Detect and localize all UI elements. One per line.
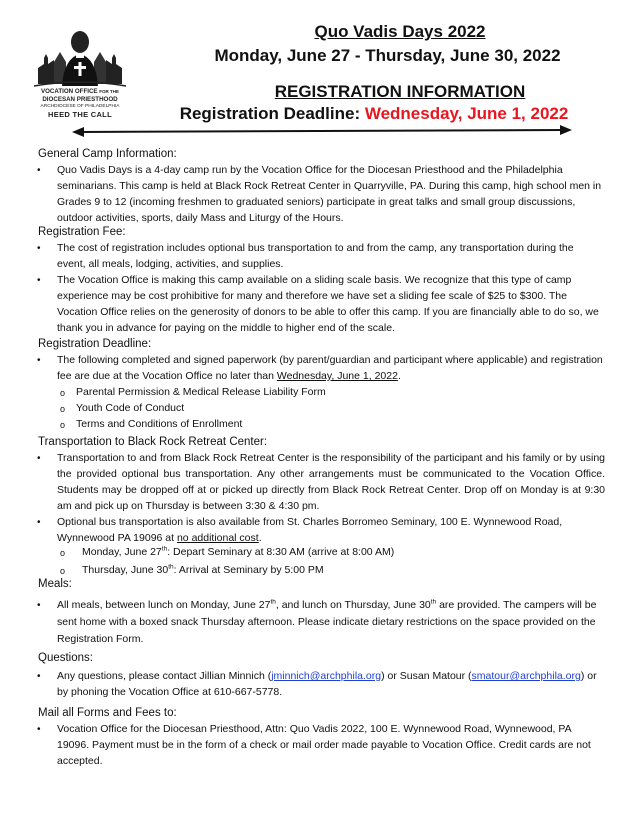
general-heading: General Camp Information:	[38, 148, 177, 160]
deadline-text-main: The following completed and signed paperwork (by parent/guardian and participant where applicable) and registration fee are due at the Vocation Office no later than	[57, 354, 603, 382]
meals-heading: Meals:	[38, 578, 72, 590]
bullet-icon: •	[37, 600, 41, 611]
transport-text-1: Transportation to and from Black Rock Retreat Center is the responsibility of the participant and his family or by using the provided optional bus transportation. Any other arrangements must be communicated to the Vocation Office. Students may be dropped off at or picked up directly from Black Rock Retreat Center. Drop off on Monday is at 9:30 am and pick up on Thursday is between 3:30 & 4:30 pm.	[57, 452, 605, 512]
deadline-text	[57, 352, 605, 384]
transport-text-2-cost: no additional cost	[176, 532, 259, 544]
meals-sup-b: th	[430, 598, 437, 606]
logo-line-1-text: VOCATION OFFICE	[40, 88, 98, 95]
logo-line-1-small: FOR THE	[99, 89, 120, 94]
deadline-heading: Registration Deadline:	[38, 338, 152, 350]
bus-thursday-date: Thursday, June 30	[82, 564, 169, 576]
questions-text-b: ) or Susan Matour (	[381, 670, 472, 682]
sub-bullet-icon: o	[60, 404, 66, 414]
transport-heading: Transportation to Black Rock Retreat Center:	[38, 436, 268, 448]
logo-tagline: HEED THE CALL	[48, 110, 112, 119]
deadline-text-date: Wednesday, June 1, 2022	[276, 370, 398, 382]
meals-text	[57, 597, 605, 648]
email-link-smatour[interactable]: smatour@archphila.org	[471, 670, 581, 682]
meals-text-a: All meals, between lunch on Monday, June 27	[57, 599, 271, 611]
registration-heading: REGISTRATION INFORMATION	[274, 82, 526, 101]
logo-line-1	[30, 88, 130, 95]
page-title: Quo Vadis Days 2022	[314, 22, 486, 41]
bullet-icon: •	[37, 453, 41, 464]
meals-sup-a: th	[270, 598, 276, 606]
fee-text-2: The Vocation Office is making this camp available on a sliding scale basis. We recognize that this type of camp experience may be cost prohibitive for many and therefore we have set a sliding fee scale of $25 to $300. The Vocation Office relies on the generosity of donors to be able to offer this camp. If you are financially able to do so, we thank you in advance for paying on the middle to higher end of the scale.	[57, 274, 599, 334]
deadline-item-1: Parental Permission & Medical Release Liability Form	[76, 386, 326, 398]
fee-text-1: The cost of registration includes optional bus transportation to and from the camp, any transportation during the event, all meals, lodging, activities, and supplies.	[57, 242, 574, 270]
transport-text-2-main: Optional bus transportation is also available from St. Charles Borromeo Seminary, 100 E. Wynnewood Road, Wynnewood PA 19096 at	[57, 516, 563, 544]
bullet-icon: •	[37, 517, 41, 528]
email-link-jminnich[interactable]: jminnich@archphila.org	[271, 670, 382, 682]
bullet-icon: •	[37, 275, 41, 286]
bus-thursday	[82, 562, 324, 578]
bus-thursday-detail: : Arrival at Seminary by 5:00 PM	[173, 564, 324, 576]
fee-heading: Registration Fee:	[38, 226, 126, 238]
sub-bullet-icon: o	[60, 566, 66, 576]
bus-monday-detail: : Depart Seminary at 8:30 AM (arrive at 8:00 AM)	[167, 546, 395, 558]
priest-figure-icon	[62, 31, 98, 86]
sub-bullet-icon: o	[60, 388, 66, 398]
questions-heading: Questions:	[38, 652, 93, 664]
deadline-item-3: Terms and Conditions of Enrollment	[76, 418, 243, 430]
bullet-icon: •	[37, 355, 41, 366]
deadline-text-end: .	[397, 370, 401, 382]
meals-text-b: , and lunch on Thursday, June 30	[275, 599, 431, 611]
bullet-icon: •	[37, 165, 41, 176]
bus-monday-date: Monday, June 27	[82, 546, 162, 558]
bullet-icon: •	[37, 671, 41, 682]
questions-text-a: Any questions, please contact Jillian Minnich (	[57, 670, 272, 682]
deadline-date: Wednesday, June 1, 2022	[364, 104, 569, 123]
transport-text-2	[57, 514, 605, 546]
deadline-banner	[108, 104, 640, 124]
deadline-item-2: Youth Code of Conduct	[76, 402, 185, 414]
transport-text-2-end: .	[258, 532, 262, 544]
event-dates: Monday, June 27 - Thursday, June 30, 2022	[214, 46, 561, 65]
deadline-label: Registration Deadline:	[179, 104, 361, 123]
bus-thursday-sup: th	[168, 563, 174, 571]
sub-bullet-icon: o	[60, 548, 66, 558]
double-arrow-divider	[72, 124, 572, 140]
logo-line-2: DIOCESAN PRIESTHOOD	[42, 96, 118, 103]
logo-line-3: ARCHDIOCESE OF PHILADELPHIA	[40, 104, 120, 109]
bullet-icon: •	[37, 724, 41, 735]
bus-monday-sup: th	[161, 545, 168, 553]
mail-text: Vocation Office for the Diocesan Priesthood, Attn: Quo Vadis 2022, 100 E. Wynnewood Road, Wynnewood, PA 19096. Payment must be in the form of a check or mail order made payable to Vocation Office. Credit cards are not accepted.	[57, 723, 591, 767]
questions-text	[57, 668, 605, 700]
sub-bullet-icon: o	[60, 420, 66, 430]
bullet-icon: •	[37, 243, 41, 254]
questions-text-c: ) or by phoning the Vocation Office at 610-667-5778.	[57, 670, 597, 698]
meals-text-c: are provided. The campers will be sent home with a boxed snack Thursday afternoon. Please indicate dietary restrictions on the space provided on the Registration Form.	[57, 599, 597, 645]
bus-monday	[82, 544, 394, 560]
mail-heading: Mail all Forms and Fees to:	[38, 707, 177, 719]
general-text: Quo Vadis Days is a 4-day camp run by the Vocation Office for the Diocesan Priesthood and the Philadelphia seminarians. This camp is held at Black Rock Retreat Center in Quarryville, PA. During this camp, high school men in Grades 9 to 12 (incoming freshmen to graduated seniors) participate in great talks and small group discussions, outdoor activities, sports, daily Mass and Liturgy of the Hours.	[57, 164, 602, 224]
